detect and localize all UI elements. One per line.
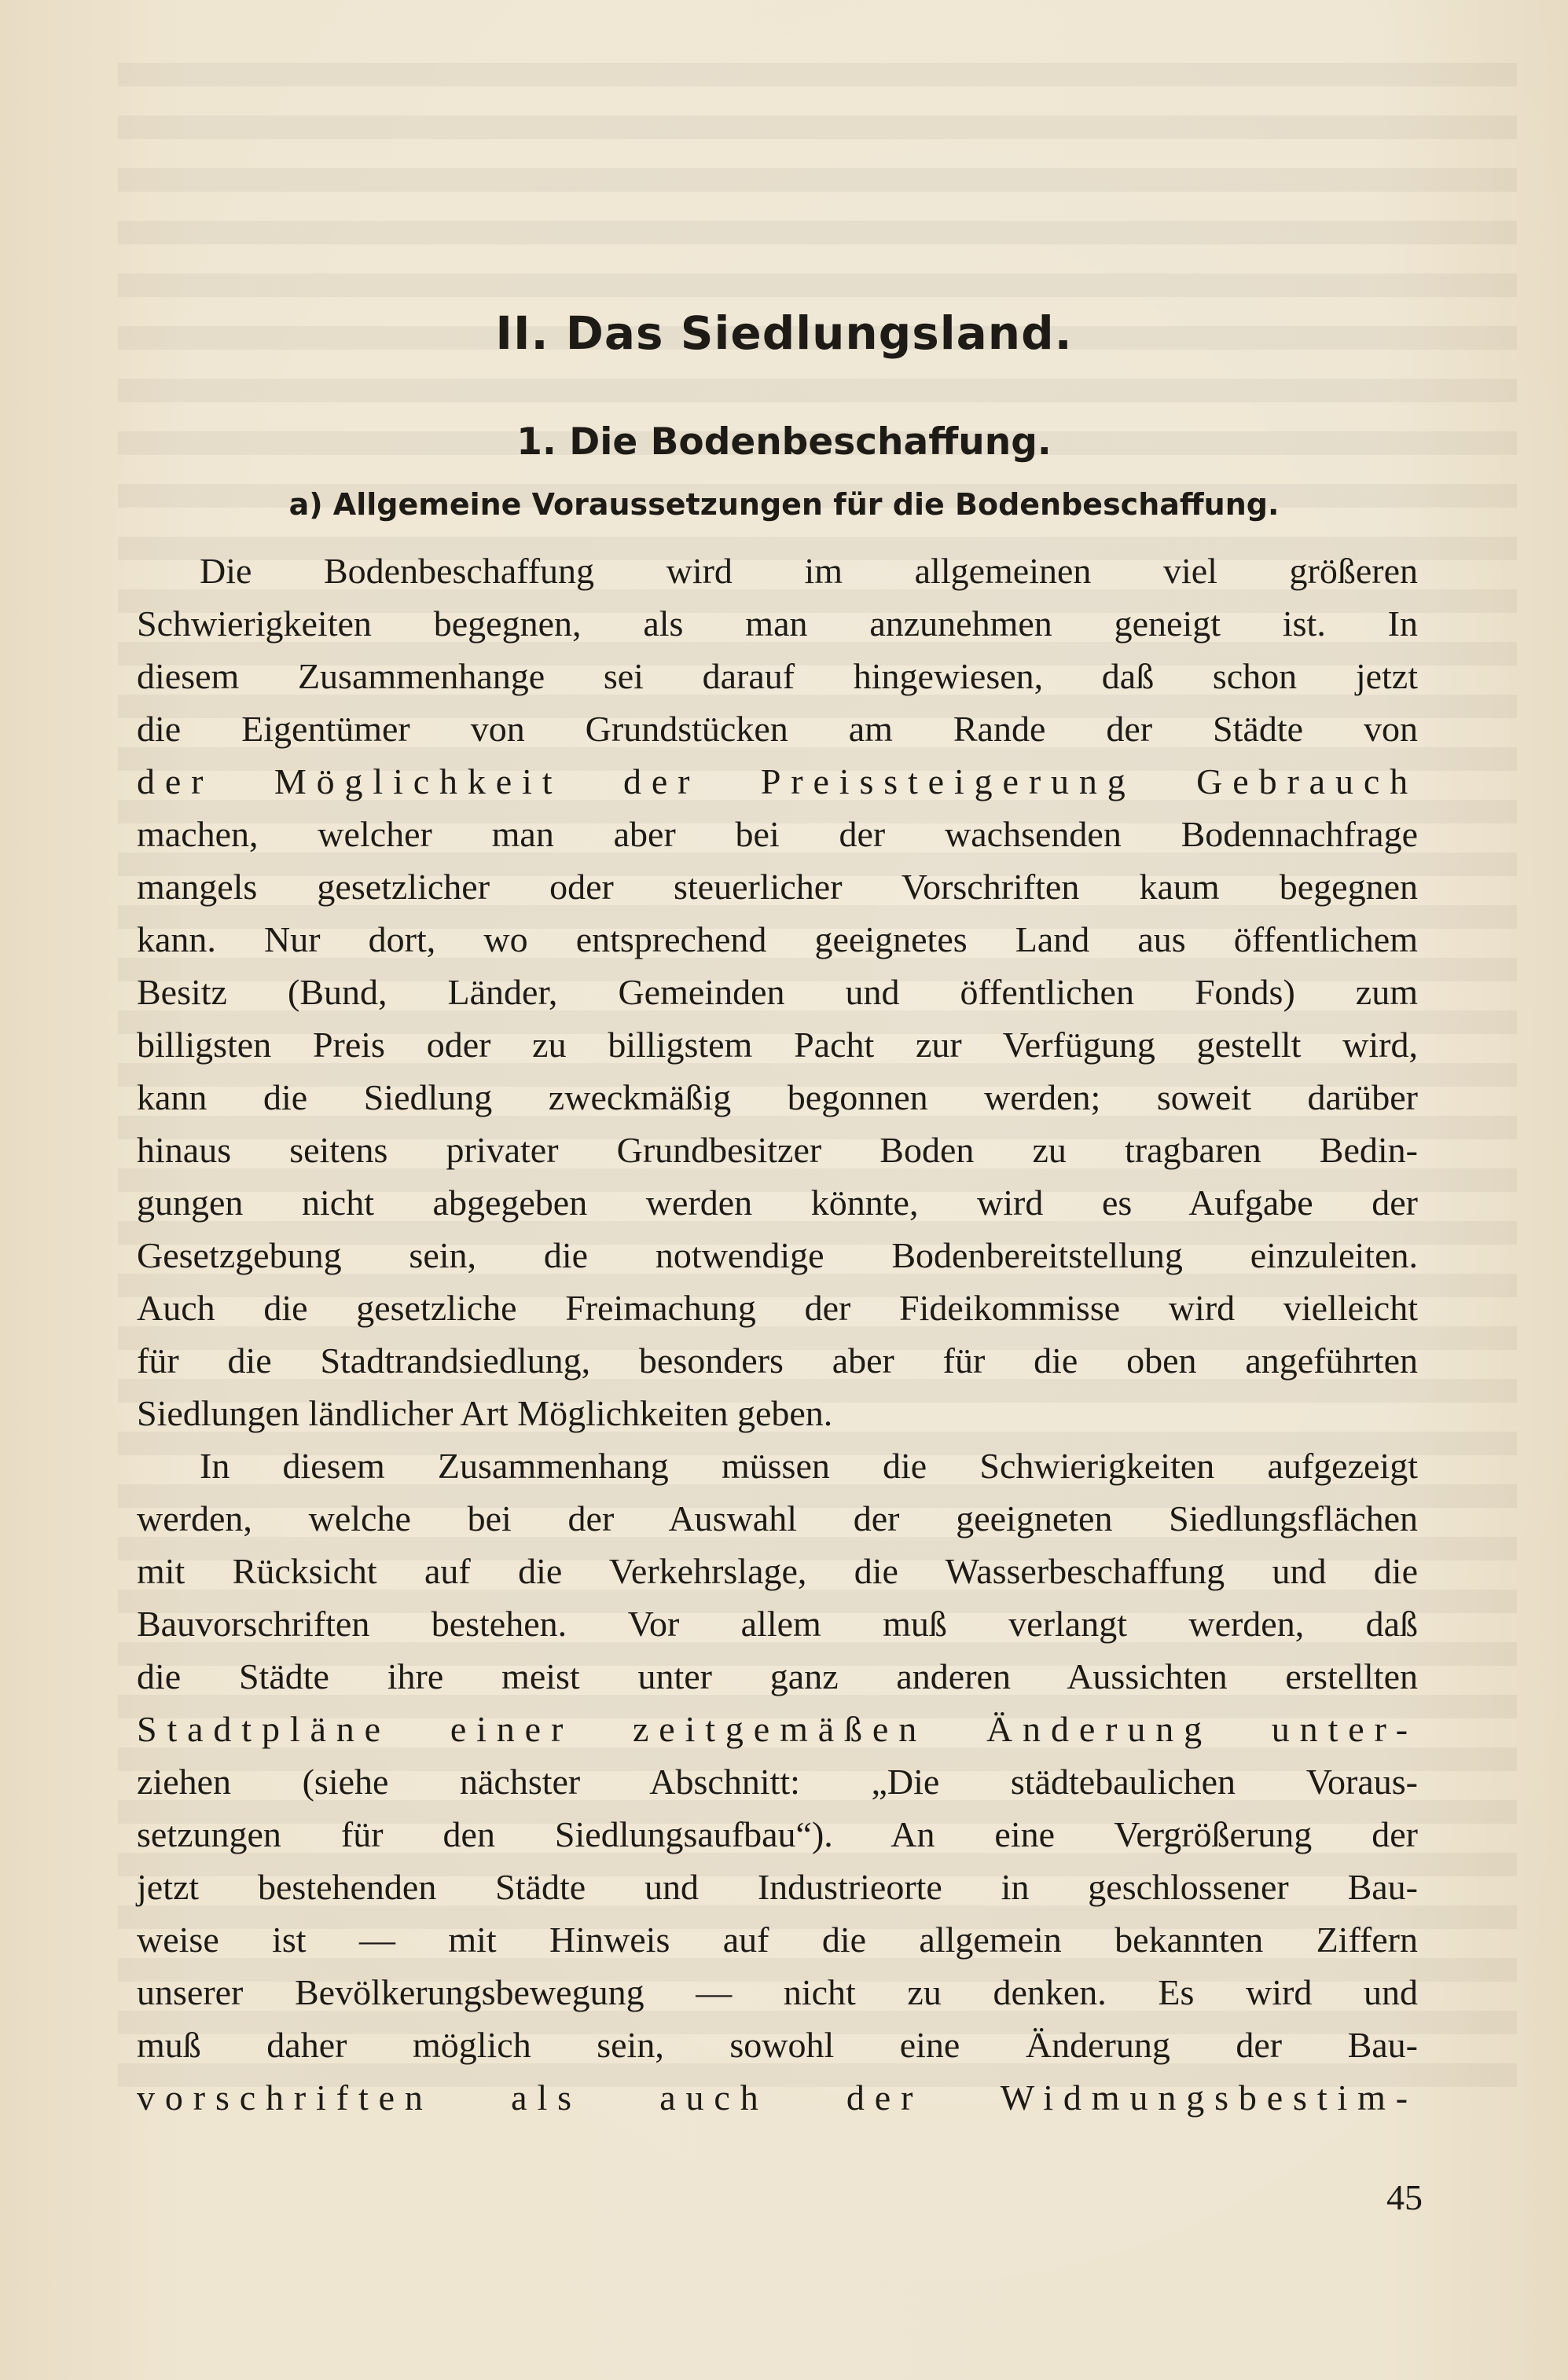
text-line: weise ist — mit Hinweis auf die allgemein bekannten Ziffern (137, 1920, 1418, 1960)
text-line: Siedlungen ländlicher Art Möglichkeiten geben. (137, 1393, 833, 1433)
text-line: die Städte ihre meist unter ganz anderen Aussichten erstellten (137, 1656, 1418, 1696)
text-line: die Eigentümer von Grundstücken am Rande der Städte von (137, 709, 1418, 749)
text-line: Bauvorschriften bestehen. Vor allem muß verlangt werden, daß (137, 1604, 1418, 1644)
text-line: Gesetzgebung sein, die notwendige Bodenbereitstellung einzuleiten. (137, 1235, 1418, 1275)
subsection-title: a) Allgemeine Voraussetzungen für die Bodenbeschaffung. (288, 487, 1280, 522)
text-line: In diesem Zusammenhang müssen die Schwierigkeiten aufgezeigt (200, 1446, 1418, 1486)
text-line: muß daher möglich sein, sowohl eine Änderung der Bau- (137, 2025, 1418, 2065)
text-line: kann. Nur dort, wo entsprechend geeignetes Land aus öffentlichem (137, 919, 1418, 959)
text-line: mangels gesetzlicher oder steuerlicher Vorschriften kaum begegnen (137, 867, 1418, 907)
section-title: 1. Die Bodenbeschaffung. (516, 420, 1052, 464)
text-line: gungen nicht abgegeben werden könnte, wird es Aufgabe der (137, 1183, 1418, 1223)
text-line: für die Stadtrandsiedlung, besonders aber für die oben angeführten (137, 1340, 1418, 1381)
body-text (137, 545, 1418, 2124)
text-line: vorschriften als auch der Widmungsbestim- (137, 2077, 1418, 2118)
text-line: diesem Zusammenhange sei darauf hingewiesen, daß schon jetzt (137, 656, 1418, 696)
text-line: Stadtpläne einer zeitgemäßen Änderung unter- (137, 1709, 1418, 1749)
text-line: Die Bodenbeschaffung wird im allgemeinen viel größeren (200, 551, 1418, 591)
text-line: mit Rücksicht auf die Verkehrslage, die Wasserbeschaffung und die (137, 1551, 1418, 1591)
text-line: hinaus seitens privater Grundbesitzer Boden zu tragbaren Bedin- (137, 1130, 1418, 1170)
text-line: unserer Bevölkerungsbewegung — nicht zu denken. Es wird und (137, 1972, 1418, 2012)
text-line: machen, welcher man aber bei der wachsenden Bodennachfrage (137, 814, 1418, 854)
page-number: 45 (1386, 2177, 1423, 2217)
chapter-title: II. Das Siedlungsland. (495, 306, 1073, 360)
text-line: Besitz (Bund, Länder, Gemeinden und öffentlichen Fonds) zum (137, 972, 1418, 1012)
text-line: billigsten Preis oder zu billigstem Pacht zur Verfügung gestellt wird, (137, 1025, 1418, 1065)
text-line: setzungen für den Siedlungsaufbau“). An eine Vergrößerung der (137, 1814, 1418, 1854)
text-line: Schwierigkeiten begegnen, als man anzunehmen geneigt ist. In (137, 603, 1418, 644)
text-line: werden, welche bei der Auswahl der geeigneten Siedlungsflächen (137, 1498, 1418, 1538)
text-line: Auch die gesetzliche Freimachung der Fideikommisse wird vielleicht (137, 1288, 1418, 1328)
text-line: ziehen (siehe nächster Abschnitt: „Die städtebaulichen Voraus- (137, 1762, 1418, 1802)
text-line: der Möglichkeit der Preissteigerung Gebrauch (137, 761, 1418, 801)
text-line: kann die Siedlung zweckmäßig begonnen werden; soweit darüber (137, 1077, 1418, 1117)
text-line: jetzt bestehenden Städte und Industrieorte in geschlossener Bau- (137, 1867, 1418, 1907)
